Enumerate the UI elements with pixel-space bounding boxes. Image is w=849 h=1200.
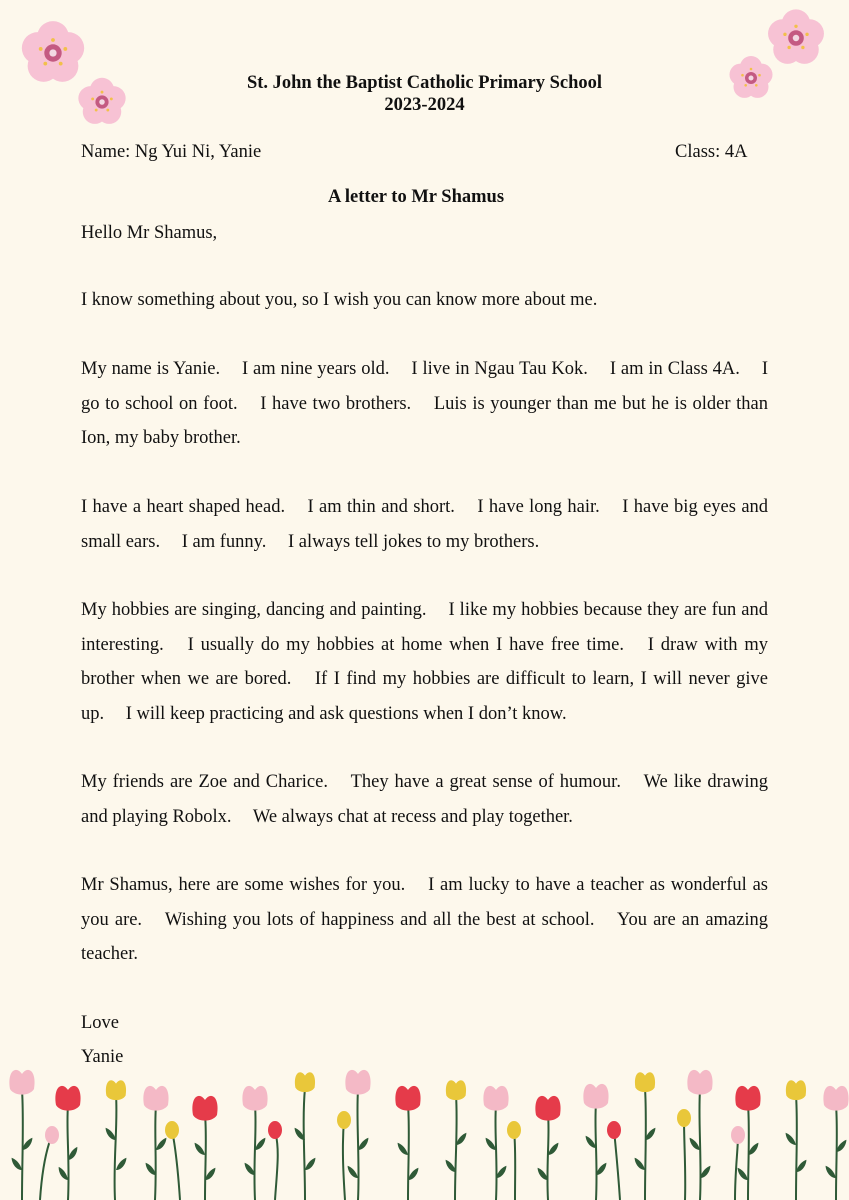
paragraph-friends xyxy=(81,765,768,834)
sentence: I have long hair. xyxy=(477,497,600,517)
student-name: Name: Ng Yui Ni, Yanie xyxy=(81,142,262,162)
sentence: I am lucky to have a teacher as wonderful as you are. xyxy=(81,875,768,930)
sentence: I have two brothers. xyxy=(260,393,412,414)
sentence: Luis is younger than me but he is older than Ion, my baby brother. xyxy=(81,393,769,448)
paragraph-about-me xyxy=(81,352,768,456)
sentence: I always tell jokes to my brothers. xyxy=(287,531,540,552)
sentence: My friends are Zoe and Charice. xyxy=(81,772,328,792)
sentence: I have a heart shaped head. xyxy=(81,497,286,517)
sentence: My name is Yanie. xyxy=(81,359,221,379)
sentence: They have a great sense of humour. xyxy=(350,772,621,792)
paragraph-hobbies xyxy=(81,593,768,731)
sentence: Wishing you lots of happiness and all the best at school. xyxy=(164,909,595,930)
letter-closing: Love xyxy=(81,1013,120,1033)
paragraph-appearance xyxy=(81,490,768,559)
flower-border xyxy=(9,1070,849,1200)
sentence: Mr Shamus, here are some wishes for you. xyxy=(81,875,406,895)
sentence: I am thin and short. xyxy=(307,497,455,517)
sentence: I am nine years old. xyxy=(241,359,390,379)
letter-greeting: Hello Mr Shamus, xyxy=(81,223,218,243)
sentence: I like my hobbies because they are fun and interesting. xyxy=(81,600,768,655)
sentence: If I find my hobbies are difficult to learn, I will never give up. xyxy=(81,669,768,724)
sentence: We like drawing and playing Robolx. xyxy=(81,772,768,827)
letter-signature: Yanie xyxy=(81,1047,124,1067)
sentence: We always chat at recess and play together. xyxy=(252,806,573,827)
school-name: St. John the Baptist Catholic Primary School xyxy=(246,73,603,93)
sentence: My hobbies are singing, dancing and painting. xyxy=(81,600,427,620)
sentence: I live in Ngau Tau Kok. xyxy=(411,359,588,379)
sentence: I draw with my brother when we are bored. xyxy=(81,634,768,689)
sentence: I will keep practicing and ask questions when I don’t know. xyxy=(125,703,567,724)
letter-title: A letter to Mr Shamus xyxy=(327,187,505,207)
paragraph-intro xyxy=(81,283,768,318)
sentence: I am in Class 4A. xyxy=(609,359,740,379)
sentence: I usually do my hobbies at home when I have free time. xyxy=(187,634,624,655)
sentence: You are an amazing teacher. xyxy=(81,909,768,964)
sentence: I know something about you, so I wish you can know more about me. xyxy=(81,290,598,310)
sentence: I go to school on foot. xyxy=(81,359,768,414)
paragraph-wishes xyxy=(81,868,768,972)
blossom-top-right-large xyxy=(768,9,824,63)
sentence: I am funny. xyxy=(181,531,267,552)
student-class: Class: 4A xyxy=(675,142,748,162)
school-year: 2023-2024 xyxy=(384,95,465,115)
sentence: I have big eyes and small ears. xyxy=(81,497,769,552)
